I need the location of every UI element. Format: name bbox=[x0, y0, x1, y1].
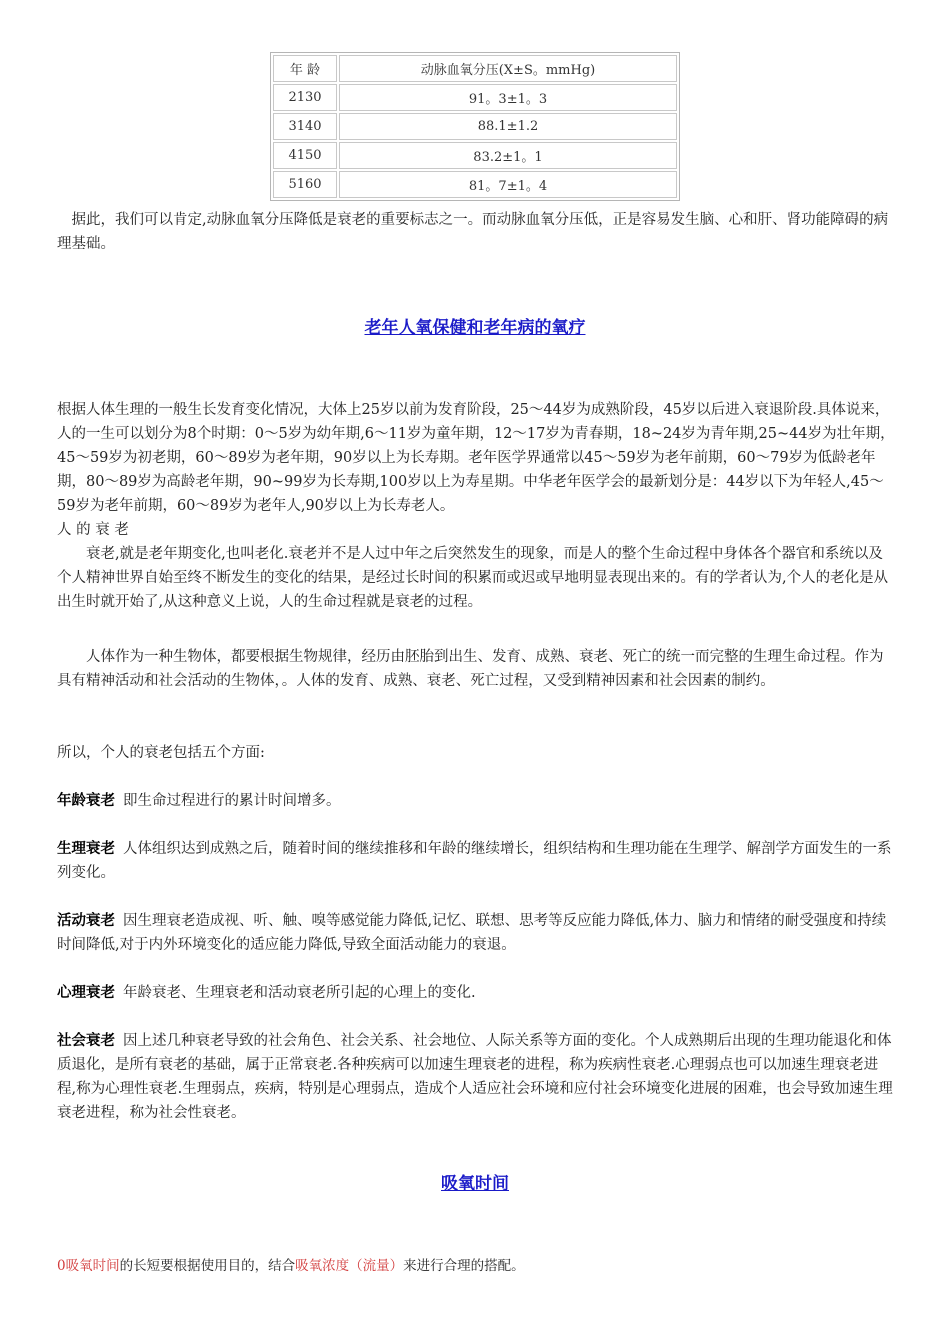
aspect-term: 生理衰老 bbox=[57, 840, 115, 857]
oxygen-time-term: 0吸氧时间 bbox=[57, 1258, 120, 1274]
table-row bbox=[273, 113, 677, 140]
aspect-term: 活动衰老 bbox=[57, 912, 115, 929]
aspect-term: 心理衰老 bbox=[57, 984, 115, 1001]
aspect-psychological bbox=[57, 981, 895, 1005]
table-cell-age: 5160 bbox=[273, 171, 337, 198]
aging-paragraph-2-block bbox=[57, 645, 895, 693]
table-cell-pressure: 88.1±1.2 bbox=[339, 113, 677, 140]
intro-paragraph: 据此，我们可以肯定,动脉血氧分压降低是衰老的重要标志之一。而动脉血氧分压低，正是容易发生脑、心和肝、肾功能障碍的病理基础。 bbox=[57, 212, 889, 252]
aging-subtitle: 人 的 衰 老 bbox=[57, 522, 129, 538]
aspect-desc: 人体组织达到成熟之后，随着时间的继续推移和年龄的继续增长，组织结构和生理功能在生理学、解剖学方面发生的一系列变化。 bbox=[57, 841, 892, 881]
table-cell-pressure: 83.2±1。1 bbox=[339, 142, 677, 169]
aspect-desc: 因上述几种衰老导致的社会角色、社会关系、社会地位、人际关系等方面的变化。个人成熟期后出现的生理功能退化和体质退化，是所有衰老的基础，属于正常衰老.各种疾病可以加速生理衰老的进程，称为疾病性衰老.心理弱点也可以加速生理衰老进程,称为心理性衰老.生理弱点，疾病，特别是心理弱点，造成个人适应社会环境和应付社会环境变化进展的困难，也会导致加速生理衰老进程，称为社会性衰老。 bbox=[57, 1033, 893, 1121]
aspect-physiological bbox=[57, 837, 895, 885]
table-header-pressure: 动脉血氧分压(X±S。mmHg) bbox=[339, 55, 677, 82]
table-cell-age: 2130 bbox=[273, 84, 337, 111]
aspect-term: 年龄衰老 bbox=[57, 792, 115, 809]
table-cell-age: 4150 bbox=[273, 142, 337, 169]
five-aspects-intro: 所以，个人的衰老包括五个方面: bbox=[57, 745, 265, 761]
table-cell-pressure: 91。3±1。3 bbox=[339, 84, 677, 111]
aging-paragraph-2: 人体作为一种生物体，都要根据生物规律，经历由胚胎到出生、发育、成熟、衰老、死亡的统一而完整的生理生命过程。作为具有精神活动和社会活动的生物体，。人体的发育、成熟、衰老、死亡过程，又受到精神因素和社会因素的制约。 bbox=[57, 649, 884, 689]
aspect-activity bbox=[57, 909, 895, 957]
section-heading-oxygen-care[interactable]: 老年人氧保健和老年病的氧疗 bbox=[364, 318, 586, 338]
table-cell-pressure: 81。7±1。4 bbox=[339, 171, 677, 198]
aspect-desc: 因生理衰老造成视、听、触、嗅等感觉能力降低,记忆、联想、思考等反应能力降低,体力、脑力和情绪的耐受强度和持续时间降低,对于内外环境变化的适应能力降低,导致全面活动能力的衰退。 bbox=[57, 913, 887, 953]
oxygen-time-line bbox=[57, 1254, 895, 1278]
aspect-term: 社会衰老 bbox=[57, 1032, 115, 1049]
aging-section bbox=[57, 398, 895, 614]
aging-paragraph-1: 衰老,就是老年期变化,也叫老化.衰老并不是人过中年之后突然发生的现象，而是人的整个生命过程中身体各个器官和系统以及个人精神世界自始至终不断发生的变化的结果，是经过长时间的积累而或迟或早地明显表现出来的。有的学者认为,个人的老化是从出生时就开始了,从这种意义上说，人的生命过程就是衰老的过程。 bbox=[57, 546, 889, 610]
oxygen-pressure-table bbox=[270, 52, 680, 201]
intro-block bbox=[57, 208, 895, 256]
table-header-row bbox=[273, 55, 677, 82]
oxygen-time-text-end: 来进行合理的搭配。 bbox=[403, 1258, 525, 1274]
oxygen-concentration-term: 吸氧浓度（流量） bbox=[295, 1258, 404, 1274]
table-row bbox=[273, 142, 677, 169]
table-cell-age: 3140 bbox=[273, 113, 337, 140]
section-heading-oxygen-time[interactable]: 吸氧时间 bbox=[441, 1174, 509, 1194]
oxygen-time-text: 的长短要根据使用目的，结合 bbox=[119, 1258, 296, 1274]
aspect-age bbox=[57, 789, 895, 813]
aspect-social bbox=[57, 1029, 895, 1125]
table-header-age: 年 龄 bbox=[273, 55, 337, 82]
life-stages-paragraph: 根据人体生理的一般生长发育变化情况，大体上25岁以前为发育阶段，25～44岁为成熟阶段，45岁以后进入衰退阶段.具体说来，人的一生可以划分为8个时期：0～5岁为幼年期,6～11岁为童年期，12～17岁为青春期，18~24岁为青年期,25~44岁为壮年期，45～59岁为初老期，60～89岁为老年期，90岁以上为长寿期。老年医学界通常以45～59岁为老年前期，60～79岁为低龄老年期，80～89岁为高龄老年期，90~99岁为长寿期,100岁以上为寿星期。中华老年医学会的最新划分是：44岁以下为年轻人,45～59岁为老年前期，60～89岁为老年人,90岁以上为长寿老人。 bbox=[57, 402, 895, 514]
table-row bbox=[273, 84, 677, 111]
table-row bbox=[273, 171, 677, 198]
five-aspects-block bbox=[57, 741, 895, 765]
aspect-desc: 年龄衰老、生理衰老和活动衰老所引起的心理上的变化. bbox=[123, 985, 476, 1001]
aspect-desc: 即生命过程进行的累计时间增多。 bbox=[123, 793, 341, 809]
